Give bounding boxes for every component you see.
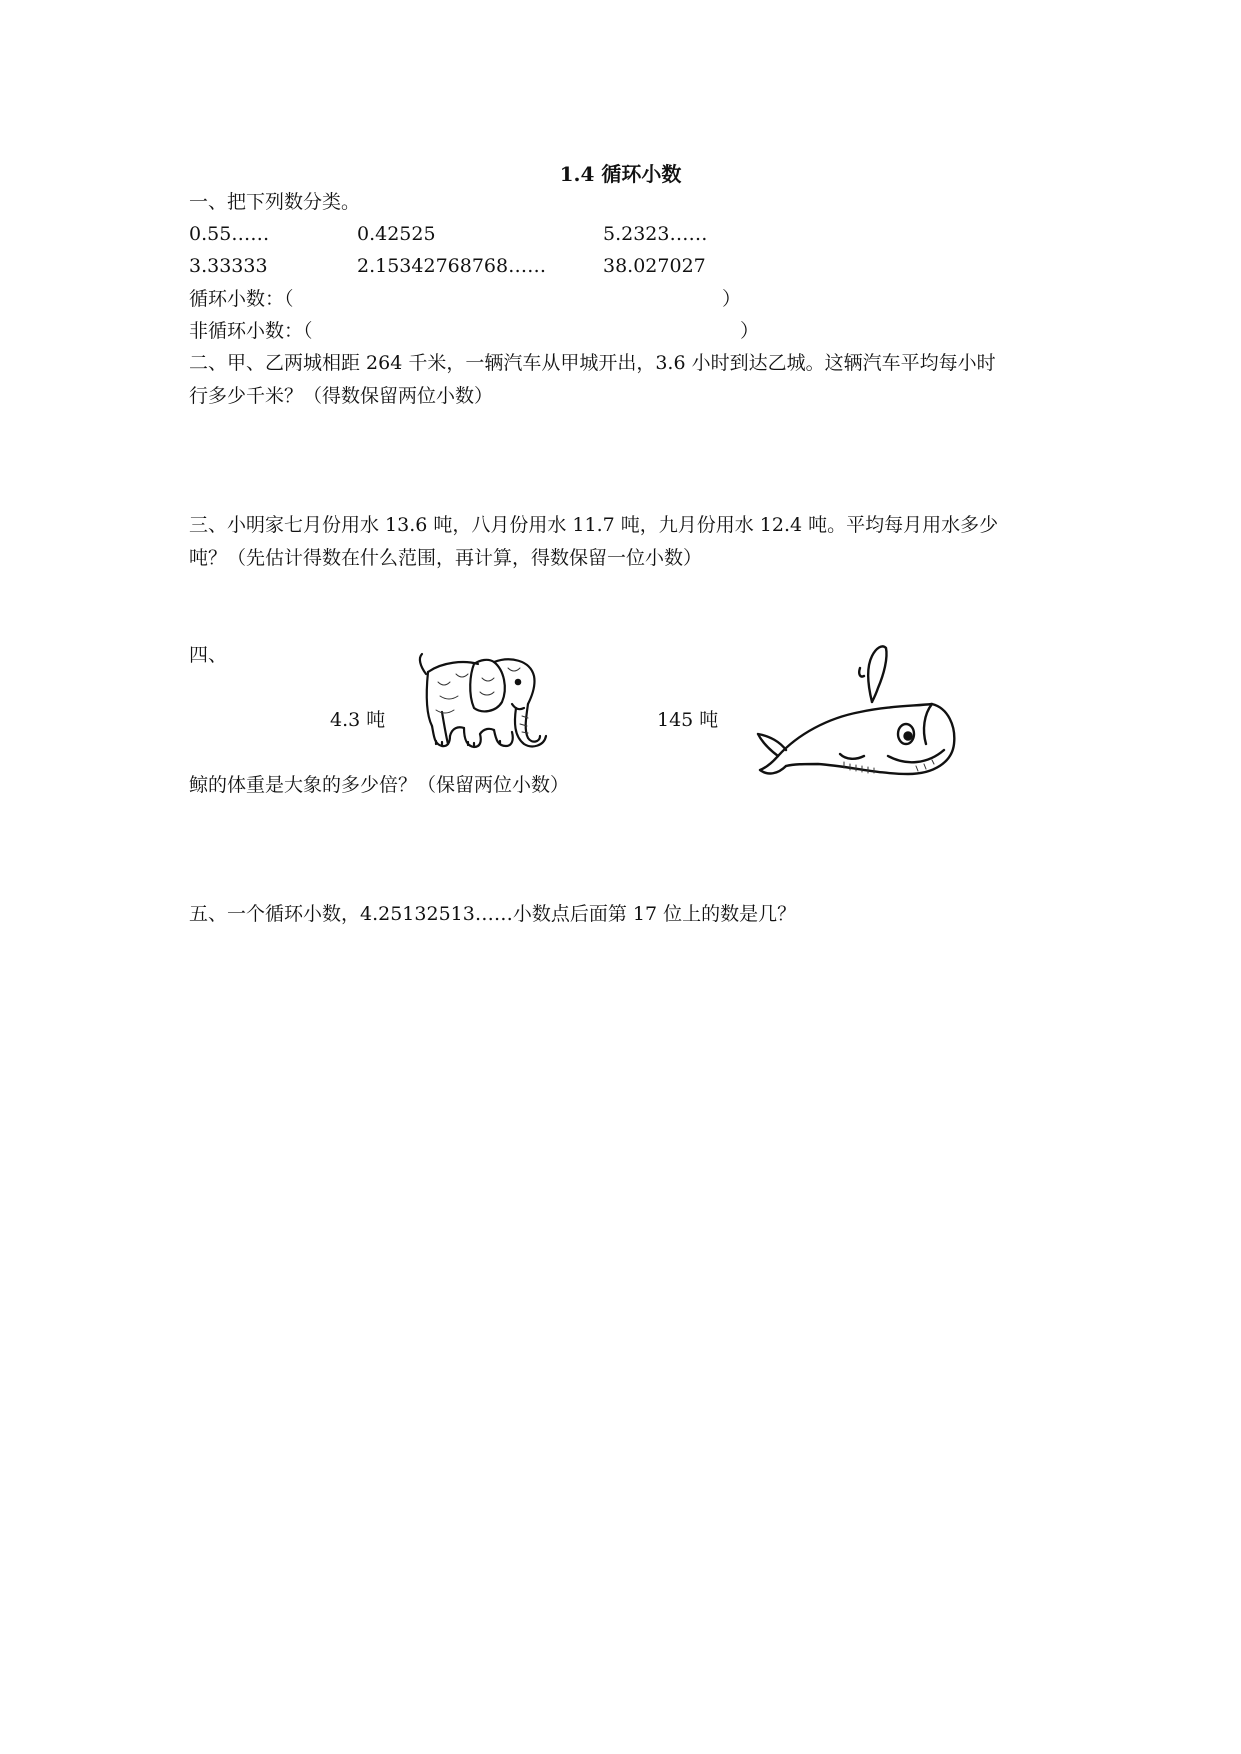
q1-number-3: 5.2323…… <box>603 223 708 245</box>
q3-line-2: 吨？（先估计得数在什么范围，再计算，得数保留一位小数） <box>189 547 703 569</box>
q1-number-4: 3.33333 <box>189 255 268 277</box>
q4-heading: 四、 <box>189 644 228 666</box>
q1-heading: 一、把下列数分类。 <box>189 191 361 213</box>
q1-nonrecurring-label: 非循环小数：（ <box>189 320 313 342</box>
q2-line-1: 二、甲、乙两城相距 264 千米，一辆汽车从甲城开出，3.6 小时到达乙城。这辆汽车平均每小时 <box>189 352 996 374</box>
whale-weight-label: 145 吨 <box>657 709 719 731</box>
q3-line-1: 三、小明家七月份用水 13.6 吨，八月份用水 11.7 吨，九月份用水 12.4 吨。平均每月用水多少 <box>189 514 999 536</box>
q5-text: 五、一个循环小数，4.25132513……小数点后面第 17 位上的数是几？ <box>189 903 797 925</box>
q1-number-1: 0.55…… <box>189 223 270 245</box>
page-title: 1.4 循环小数 <box>559 162 682 186</box>
q1-number-2: 0.42525 <box>357 223 436 245</box>
q1-recurring-label: 循环小数：（ <box>189 288 294 310</box>
q4-question: 鲸的体重是大象的多少倍？（保留两位小数） <box>189 774 570 796</box>
q1-number-6: 38.027027 <box>603 255 706 277</box>
whale-illustration <box>748 638 962 776</box>
q2-line-2: 行多少千米？（得数保留两位小数） <box>189 385 494 407</box>
q1-nonrecurring-close: ） <box>740 320 760 342</box>
elephant-illustration <box>412 652 562 752</box>
q1-recurring-close: ） <box>722 288 742 310</box>
elephant-weight-label: 4.3 吨 <box>330 709 386 731</box>
q1-number-5: 2.15342768768…… <box>357 255 547 277</box>
